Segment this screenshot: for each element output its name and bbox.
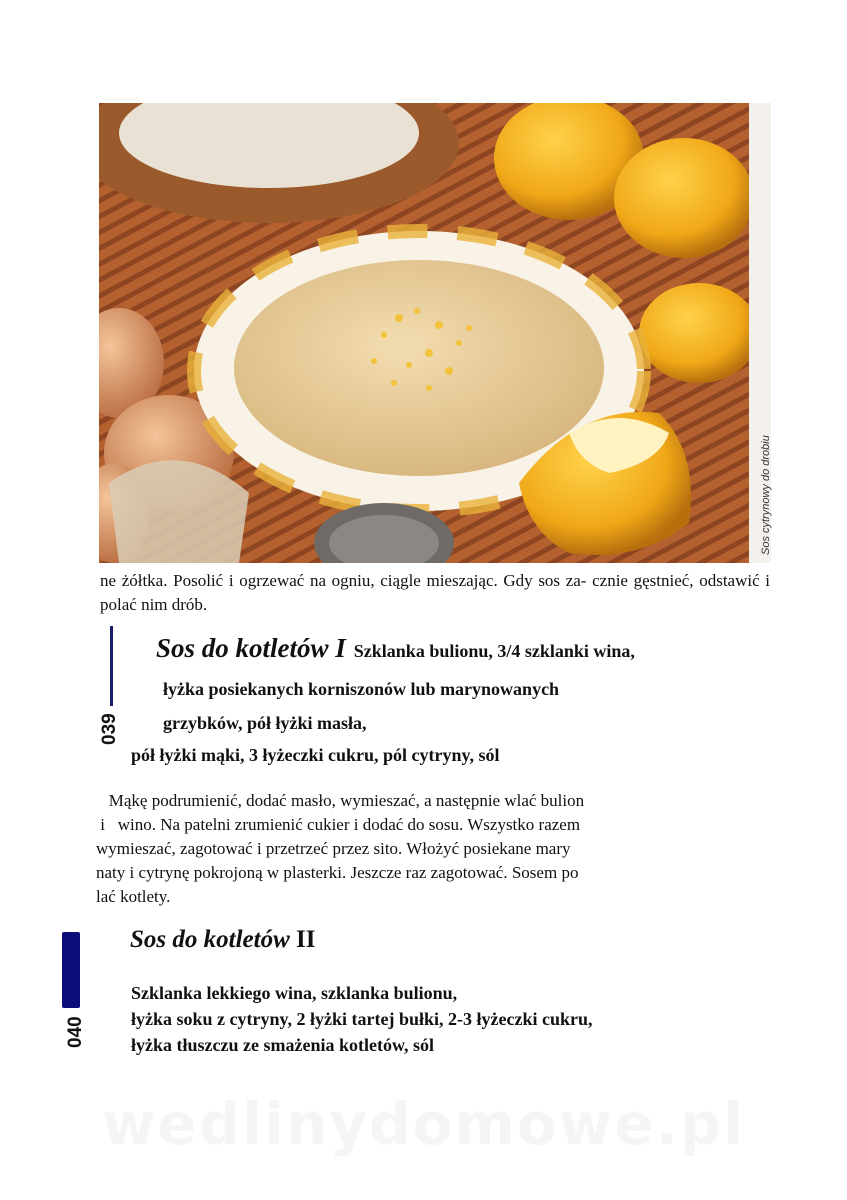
recipe-number: 039 xyxy=(99,713,120,745)
ingredient-line: łyżka soku z cytryny, 2 łyżki tartej bułki, 2-3 łyżeczki cukru, xyxy=(131,1009,593,1029)
ingredient-line: pół łyżki mąki, 3 łyżeczki cukru, pól cytryny, sól xyxy=(131,745,500,765)
method-line: wymieszać, zagotować i przetrzeć przez sito. Włożyć posiekane mary xyxy=(96,839,571,858)
continuation-line: cznie gęstnieć, odstawić i polać nim drób. xyxy=(100,571,771,614)
ingredient-list xyxy=(131,980,592,1058)
ingredient-line: Szklanka bulionu, 3/4 szklanki wina, xyxy=(353,641,635,661)
recipe-marker-bar xyxy=(110,626,113,706)
recipe-number: 040 xyxy=(65,1016,86,1048)
recipe-title xyxy=(130,926,315,954)
recipe-title-text: Sos do kotletów xyxy=(130,926,290,953)
method-line: naty i cytrynę pokrojoną w plasterki. Jeszcze raz zagotować. Sosem po xyxy=(96,863,579,882)
method-line: i wino. Na patelni zrumienić cukier i dodać do sosu. Wszystko razem xyxy=(96,815,581,834)
sauce-photo-illustration xyxy=(99,103,749,563)
method-line: Mąkę podrumienić, dodać masło, wymieszać, a następnie wlać bulion xyxy=(96,791,585,810)
recipe-title xyxy=(156,633,635,664)
recipe-title-numeral: II xyxy=(296,926,316,953)
ingredient-line: łyżka tłuszczu ze smażenia kotletów, sól xyxy=(131,1035,434,1055)
previous-recipe-continuation xyxy=(100,569,770,617)
ingredient-line: Szklanka lekkiego wina, szklanka bulionu, xyxy=(131,983,458,1003)
method-line: lać kotlety. xyxy=(96,887,171,906)
recipe-title-text: Sos do kotletów I xyxy=(156,633,346,663)
ingredient-line: grzybków, pół łyżki masła, xyxy=(163,713,367,733)
recipe-method xyxy=(96,789,766,909)
ingredient-line: łyżka posiekanych korniszonów lub marynowanych xyxy=(163,679,560,699)
watermark: wedlinydomowe.pl xyxy=(101,1090,746,1158)
photo-caption: Sos cytrynowy do drobiu xyxy=(760,435,772,555)
continuation-line: ne żółtka. Posolić i ogrzewać na ogniu, ciągle mieszając. Gdy sos za- xyxy=(100,571,587,590)
recipe-marker-bar xyxy=(62,932,80,1008)
sauce-photo xyxy=(99,103,749,563)
